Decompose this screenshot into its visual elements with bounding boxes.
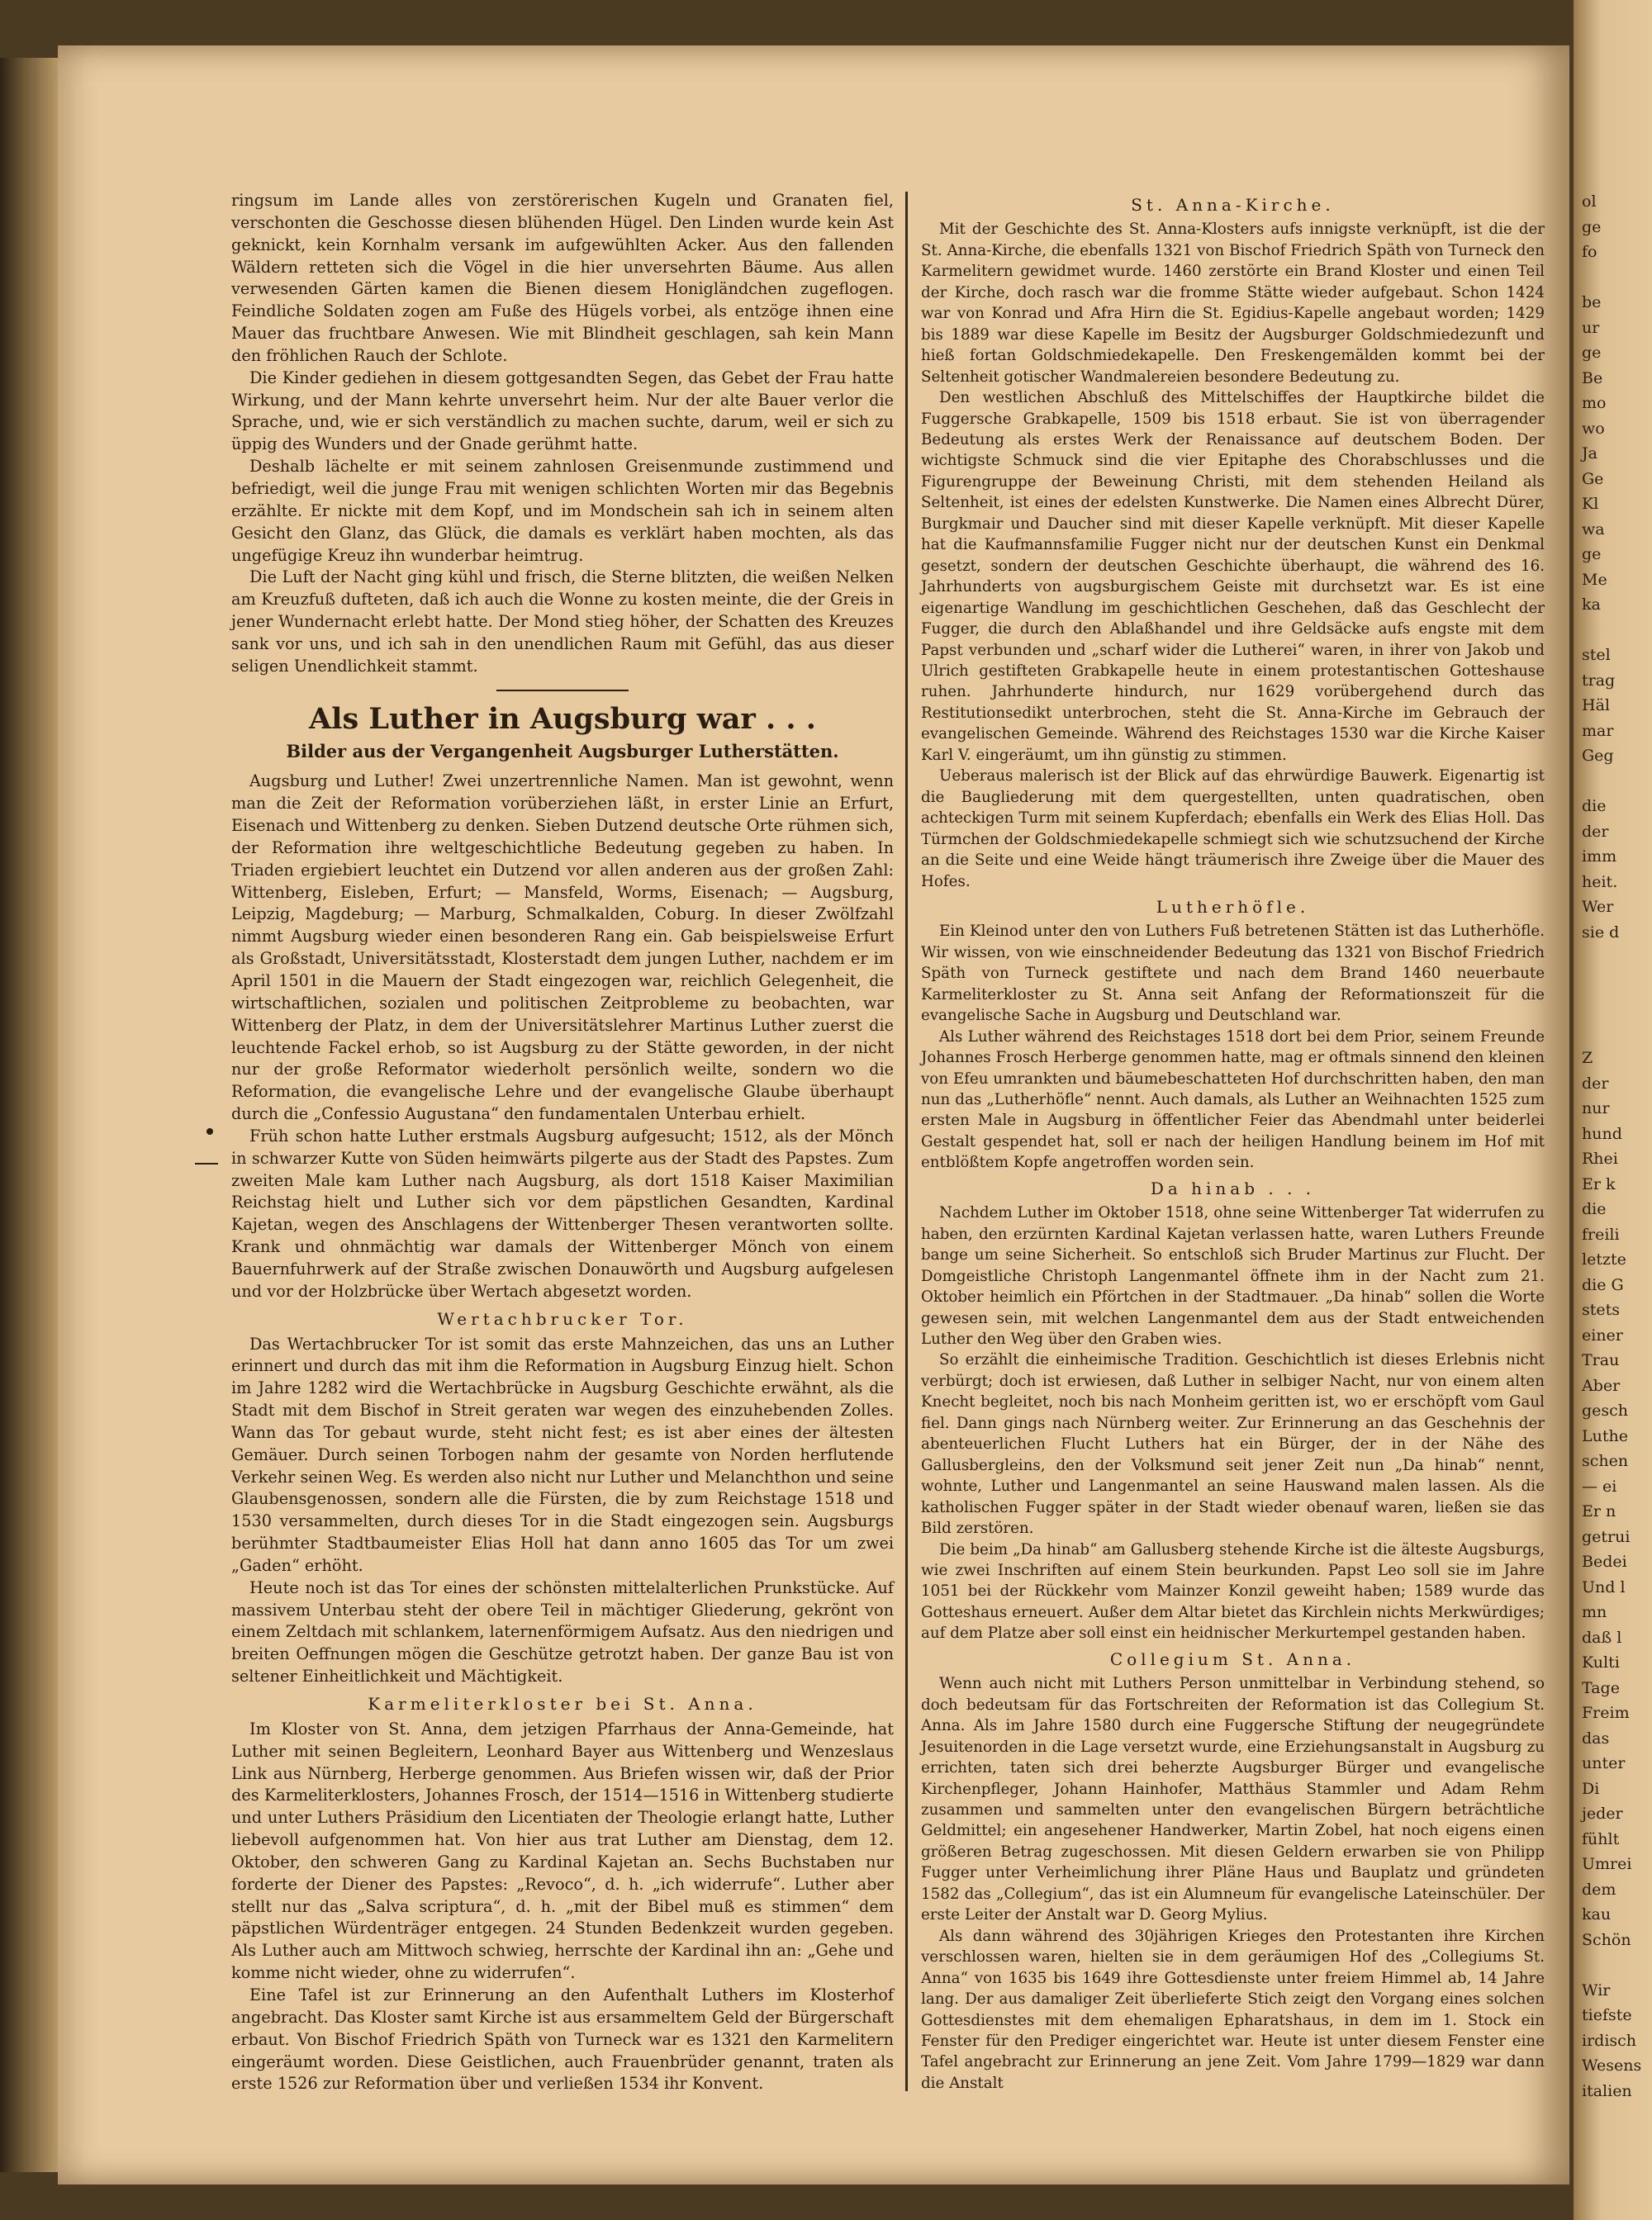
edge-text-fragment: Kl [1582, 495, 1599, 513]
section-heading: Wertachbrucker Tor. [437, 1308, 688, 1329]
edge-text-fragment: der [1582, 1074, 1609, 1093]
edge-text-fragment: dem [1582, 1880, 1616, 1899]
paragraph: Nachdem Luther im Oktober 1518, ohne seine Wittenberger Tat widerrufen zu haben, den erzürnten Kardinal Kajetan verlassen hatte, waren Luthers Freunde bange um seine Sicherheit. So entschloß sich Bruder Martinus zur Flucht. Der Domgeistliche Christoph Langenmantel öffnete ihm in der Nacht zum 21. Oktober heimlich ein Pförtchen in der Stadtmauer. „Da hinab“ sollen die Worte gewesen sein, mit welchen Langenmantel dem aus der Stadt entweichenden Luther den Weg über den Graben wies. [921, 1204, 1545, 1349]
adjacent-page-edge [1574, 0, 1652, 2220]
paragraph: Ein Kleinod unter den von Luthers Fuß betretenen Stätten ist das Lutherhöfle. Wir wissen, von wie einschneidender Bedeutung das 1321 von Bischof Friedrich Späth von Turneck gestiftete und nach dem Brand 1460 neuerbaute Karmeliterkloster zu St. Anna seit Anfang der Reformationszeit für die evangelische Sache in Augsburg und Deutschland war. [921, 923, 1545, 1025]
edge-text-fragment: unter [1582, 1754, 1626, 1772]
section-heading: Da hinab . . . [1150, 1178, 1316, 1198]
edge-text-fragment: trag [1582, 671, 1616, 690]
edge-text-fragment: tiefste [1582, 2006, 1632, 2024]
edge-text-fragment: Bedei [1582, 1553, 1627, 1571]
paragraph: Deshalb lächelte er mit seinem zahnlosen Greisenmunde zustimmend und befriedigt, weil die junge Frau mit wenigen schlichten Worten mir das Begebnis erzählte. Er nickte mit dem Kopf, und im Mondschein sah ich in seinem alten Gesicht den Glanz, das Glück, die damals es verklärt haben mochten, als das ungefügige Kreuz ihn wunderbar heimtrug. [231, 457, 894, 565]
edge-text-fragment: Z [1582, 1049, 1593, 1067]
edge-text-fragment: Be [1582, 368, 1603, 387]
edge-text-fragment: be [1582, 293, 1602, 311]
article-title: Als Luther in Augsburg war . . . [309, 701, 816, 736]
edge-text-fragment: stel [1582, 646, 1611, 664]
paragraph: Mit der Geschichte des St. Anna-Klosters aufs innigste verknüpft, ist die der St. Anna-Kirche, die ebenfalls 1321 von Bischof Friedrich Späth von Turneck den Karmelitern gewidmet wurde. 1460 zerstörte ein Brand Kloster und einen Teil der Kirche, doch rasch war die fromme Stätte wieder aufgebaut. Schon 1424 war von Konrad und Afra Hirn die St. Egidius-Kapelle angebaut worden; 1429 bis 1889 war diese Kapelle im Besitz der Augsburger Goldschmiedezunft und hieß fortan Goldschmiedekapelle. Den Freskengemälden kommt bei der Seltenheit gotischer Wandmalereien besondere Bedeutung zu. [921, 221, 1545, 386]
edge-text-fragment: Häl [1582, 696, 1610, 714]
edge-text-fragment: das [1582, 1729, 1610, 1748]
section-divider-rule [496, 690, 629, 691]
paragraph: Das Wertachbrucker Tor ist somit das erste Mahnzeichen, das uns an Luther erinnert und durch das mit ihm die Reformation in Augsburg Einzug hielt. Schon im Jahre 1282 wird die Wertachbrücke in Augsburg Geschichte erwähnt, als die Stadt mit dem Bischof in Streit geraten war wegen des einzuhebenden Zolles. Wann das Tor gebaut wurde, steht nicht fest; es ist aber eines der ältesten Gemäuer. Durch seinen Torbogen nahm der gesamte von Norden herflutende Verkehr seinen Weg. Es werden also nicht nur Luther und Melanchthon und seine Glaubensgenossen, sondern alle die Fürsten, die by zum Reichstage 1518 und 1530 versammelten, durch dieses Tor in die Stadt eingezogen sein. Augsburgs berühmter Stadtbaumeister Elias Holl hat dann anno 1605 das Tor um zwei „Gaden“ erhöht. [231, 1334, 894, 1575]
article-subtitle: Bilder aus der Vergangenheit Augsburger Lutherstätten. [286, 740, 839, 761]
edge-text-fragment: hund [1582, 1124, 1622, 1143]
paragraph: Die Luft der Nacht ging kühl und frisch, die Sterne blitzten, die weißen Nelken am Kreuzfuß dufteten, daß ich auch die Wonne zu kosten meinte, die der Greis in jener Wundernacht erlebt hatte. Der Mond stieg höher, der Schatten des Kreuzes sank vor uns, und ich sah in den unendlichen Raum mit Gefühl, das aus dieser seligen Unendlichkeit stammt. [231, 567, 894, 676]
paragraph: Früh schon hatte Luther erstmals Augsburg aufgesucht; 1512, als der Mönch in schwarzer Kutte von Süden heimwärts pilgerte aus der Stadt des Papstes. Zum zweiten Male kam Luther nach Augsburg, als dort 1518 Kaiser Maximilian Reichstag hielt und Luther sich vor dem päpstlichen Gesandten, Kardinal Kajetan, wegen des Anschlagens der Wittenberger Thesen verantworten sollte. Krank und ohnmächtig war damals der Wittenberger Mönch von einem Bauernfuhrwerk auf der Straße zwischen Donauwörth und Augsburg aufgelesen und vor der Holzbrücke über Wertach abgesetzt worden. [231, 1126, 894, 1301]
edge-text-fragment: Und l [1582, 1577, 1626, 1596]
edge-text-fragment: der [1582, 822, 1609, 841]
edge-text-fragment: daß l [1582, 1628, 1622, 1647]
paragraph: Den westlichen Abschluß des Mittelschiffes der Hauptkirche bildet die Fuggersche Grabkapelle, 1509 bis 1518 erbaut. Sie ist von überragender Bedeutung als erstes Werk der Renaissance auf deutschem Boden. Der wichtigste Schmuck sind die vier Epitaphe des Chorabschlusses und die Figurengruppe der Beweinung Christi, mit dem stehenden Heiland als Seltenheit, ist eines der edelsten Kunstwerke. Die Namen eines Albrecht Dürer, Burgkmair und Daucher sind mit dieser Kapelle verknüpft. Mit dieser Kapelle hat die Kaufmannsfamilie Fugger nicht nur der deutschen Kunst ein Denkmal gesetzt, sondern der deutschen Geschichte überhaupt, die während des 16. Jahrhunderts von augsburgischem Geiste mit durchsetzt war. Es ist eine eigenartige Wandlung im geschichtlichen Geschehen, daß das Geschlecht der Fugger, die durch den Ablaßhandel und ihre Geldsäcke aufs engste mit dem Papst verbunden und „scharf wider die Lutherei“ waren, in ihrer von Jakob und Ulrich gestifteten Grabkapelle heute in einem protestantischen Gotteshause ruhen. Jahrhunderte hindurch, nur 1629 vorübergehend durch das Restitutionsedikt unterbrochen, steht die St. Anna-Kirche im Gebrauch der evangelischen Gemeinde. Während des Reichstages 1530 war die Kirche Kaiser Karl V. eingeräumt, um ihn günstig zu stimmen. [921, 389, 1545, 764]
edge-text-fragment: Trau [1582, 1351, 1620, 1369]
edge-text-fragment: imm [1582, 847, 1617, 866]
edge-text-fragment: — ei [1582, 1477, 1617, 1496]
edge-text-fragment: nur [1582, 1099, 1610, 1117]
edge-text-fragment: die [1582, 1200, 1607, 1218]
left-column [231, 190, 894, 2095]
edge-text-fragment: fühlt [1582, 1829, 1620, 1848]
edge-text-fragment: freili [1582, 1225, 1620, 1244]
margin-pencil-mark [195, 1163, 218, 1165]
section-heading: St. Anna-Kirche. [1131, 195, 1335, 215]
edge-text-fragment: Wir [1582, 1980, 1611, 1999]
edge-text-fragment: ka [1582, 595, 1601, 614]
edge-text-fragment: Wer [1582, 898, 1614, 916]
edge-text-fragment: mar [1582, 721, 1614, 740]
edge-text-fragment: Ja [1582, 444, 1597, 462]
edge-text-fragment: ge [1582, 545, 1602, 563]
section-heading: Lutherhöfle. [1156, 896, 1310, 917]
paragraph: Die beim „Da hinab“ am Gallusberg stehende Kirche ist die älteste Augsburgs, wie zwei Inschriften auf einem Stein beurkunden. Papst Leo soll sie im Jahre 1051 bei der Rückkehr vom Mainzer Konzil geweiht haben; 1589 wurde das Gotteshaus erneuert. Außer dem Altar bietet das Kirchlein nichts Merkwürdiges; auf dem Platze aber soll einst ein heidnischer Merkurtempel gestanden haben. [921, 1540, 1545, 1643]
edge-text-fragment: Er k [1582, 1174, 1616, 1193]
edge-text-fragment: schen [1582, 1452, 1629, 1470]
margin-dot-mark [206, 1128, 213, 1135]
edge-text-fragment: Er n [1582, 1502, 1616, 1520]
edge-text-fragment: letzte [1582, 1250, 1626, 1269]
edge-text-fragment: Geg [1582, 747, 1614, 765]
edge-text-fragment: Schön [1582, 1930, 1631, 1949]
edge-text-fragment: ur [1582, 318, 1600, 337]
edge-text-fragment: Ge [1582, 469, 1604, 488]
section-heading: Karmeliterkloster bei St. Anna. [368, 1694, 757, 1714]
edge-text-fragment: die G [1582, 1275, 1624, 1294]
edge-text-fragment: heit. [1582, 872, 1618, 891]
paragraph: Als Luther während des Reichstages 1518 dort bei dem Prior, seinem Freunde Johannes Frosch Herberge genommen hatte, mag er oftmals sinnend den kleinen von Efeu umrankten und bäumebeschatteten Hof durchschritten haben, den man nun das „Lutherhöfle“ nennt. Auch damals, als Luther an Weihnachten 1525 zum ersten Male in Augsburg in öffentlicher Feier das Abendmahl unter beiderlei Gestalt gespendet hat, soll er nach der heiligen Handlung beinem im Hof mit entblößtem Kopfe angetroffen worden sein. [921, 1027, 1545, 1172]
edge-text-fragment: Kulti [1582, 1653, 1620, 1672]
edge-text-fragment: wo [1582, 419, 1605, 438]
edge-text-fragment: Wesens [1582, 2056, 1642, 2075]
edge-text-fragment: irdisch [1582, 2031, 1637, 2050]
edge-text-fragment: Rhei [1582, 1150, 1618, 1168]
edge-text-fragment: Luthe [1582, 1426, 1628, 1445]
paragraph: Als dann während des 30jährigen Krieges den Protestanten ihre Kirchen verschlossen waren, hielten sie in dem geräumigen Hof des „Collegiums St. Anna“ von 1635 bis 1649 ihre Gottesdienste unter freiem Himmel ab, 14 Jahre lang. Der aus damaliger Zeit überlieferte Stich zeigt den Vorgang eines solchen Gottesdienstes mit dem ehemaligen Epharatshaus, in dem im 1. Stock ein Fenster für den Prediger eingerichtet war. Heute ist unter diesem Fenster eine Tafel angebracht zur Erinnerung an jene Zeit. Vom Jahre 1799—1829 war dann die Anstalt [921, 1927, 1545, 2092]
edge-text-fragment: stets [1582, 1301, 1621, 1319]
edge-text-fragment: Aber [1582, 1376, 1621, 1395]
edge-text-fragment: mn [1582, 1603, 1607, 1621]
edge-text-fragment: ge [1582, 217, 1602, 236]
paragraph: So erzählt die einheimische Tradition. Geschichtlich ist dieses Erlebnis nicht verbürgt; doch ist erwiesen, daß Luther in selbiger Nacht, nur von einem alten Knecht begleitet, noch bis nach Monheim geritten ist, wo er erschöpft vom Gaul fiel. Dann gings nach Nürnberg weiter. Zur Erinnerung an das Geschehnis der abenteuerlichen Flucht Luthers hat ein Bürger, der in der Nähe des Gallusbergleins, den der Volksmund seit jener Zeit nun „Da hinab“ nennt, wohnte, Luther und Langenmantel an seine Hauswand malen lassen. Als die katholischen Fugger später in der Stadt wieder obenauf waren, ließen sie das Bild zerstören. [921, 1351, 1545, 1538]
paragraph: Im Kloster von St. Anna, dem jetzigen Pfarrhaus der Anna-Gemeinde, hat Luther mit seinen Begleitern, Leonhard Bayer aus Wittenberg und Wenzeslaus Link aus Nürnberg, Herberge genommen. Aus Briefen wissen wir, daß der Prior des Karmeliterklosters, Johannes Frosch, der 1514—1516 in Wittenberg studierte und unter Luthers Präsidium den Licentiaten der Theologie erlangt hatte, Luther liebevoll aufgenommen hat. Von hier aus trat Luther am Dienstag, dem 12. Oktober, den schweren Gang zu Kardinal Kajetan an. Sechs Buchstaben nur forderte der Diener des Papstes: „Revoco“, d. h. „ich widerrufe“. Luther aber stellt nur das „Salva scriptura“, d. h. „mit der Bibel muß es stimmen“ dem päpstlichen Würdenträger entgegen. 24 Stunden Bedenkzeit wurden gegeben. Als Luther auch am Mittwoch schwieg, herrschte der Kardinal ihn an: „Gehe und komme nicht wieder, ohne zu widerrufen“. [231, 1719, 894, 1983]
paragraph: Wenn auch nicht mit Luthers Person unmittelbar in Verbindung stehend, so doch bedeutsam für das Fortschreiten der Reformation ist das Collegium St. Anna. Als im Jahre 1580 durch eine Fuggersche Stiftung der neugegründete Jesuitenorden in die Lage versetzt wurde, eine Erziehungsanstalt in Augsburg zu errichten, taten sich drei beherzte Augsburger Bürger und evangelische Kirchenpfleger, Johann Hainhofer, Matthäus Stammler und Adam Rehm zusammen und sammelten unter den evangelischen Bürgern beträchtliche Geldmittel; ein angesehener Handwerker, Martin Zobel, hat noch eigens einen größeren Betrag zugeschossen. Mit diesen Geldern erwarben sie von Philipp Fugger unter Verheimlichung ihrer Pläne Haus und Bauplatz und gründeten 1582 das „Collegium“, das ist ein Alumneum für evangelische Lateinschüler. Der erste Leiter der Anstalt war D. Georg Mylius. [921, 1675, 1545, 1924]
edge-text-fragment: Freim [1582, 1704, 1630, 1722]
edge-text-fragment: jeder [1582, 1805, 1623, 1823]
edge-text-fragment: Di [1582, 1779, 1600, 1798]
book-binding [0, 58, 58, 2172]
right-column [921, 190, 1545, 2094]
edge-text-fragment: mo [1582, 394, 1607, 412]
paragraph: Eine Tafel ist zur Erinnerung an den Aufenthalt Luthers im Klosterhof angebracht. Das Kloster samt Kirche ist aus ersammeltem Geld der Bürgerschaft erbaut. Von Bischof Friedrich Späth von Turneck war es 1321 den Karmelitern eingeräumt worden. Diese Geistlichen, auch Frauenbrüder genannt, traten als erste 1526 zur Reformation über und verließen 1534 ihr Konvent. [231, 1985, 894, 2094]
edge-text-fragment: getrui [1582, 1527, 1631, 1546]
edge-text-fragment: einer [1582, 1326, 1623, 1345]
section-heading: Collegium St. Anna. [1109, 1648, 1356, 1669]
paragraph: Heute noch ist das Tor eines der schönsten mittelalterlichen Prunkstücke. Auf massivem Unterbau steht der obere Teil in mächtiger Gliederung, gekrönt von einem Zeltdach mit schlankem, laternenförmigem Aufsatz. Aus den niedrigen und breiten Oeffnungen mögen die Geschütze getrotzt haben. Der ganze Bau ist von seltener Einheitlichkeit und Mächtigkeit. [231, 1577, 894, 1686]
paragraph: ringsum im Lande alles von zerstörerischen Kugeln und Granaten fiel, verschonten die Geschosse diesen blühenden Hügel. Den Linden wurde kein Ast geknickt, kein Kornhalm versank im aufgewühlten Acker. Aus den fallenden Wäldern retteten sich die Vögel in die hier unversehrten Bäume. Aus allen verwesenden Gärten kamen die Bienen diesem Honigländchen zugeflogen. Feindliche Soldaten zogen am Fuße des Hügels vorbei, als entzöge ihnen eine Mauer das fruchtbare Anwesen. Wie mit Blindheit geschlagen, sah kein Mann den fröhlichen Rauch der Schlote. [231, 191, 894, 365]
edge-text-fragment: sie d [1582, 923, 1620, 942]
paragraph: Ueberaus malerisch ist der Blick auf das ehrwürdige Bauwerk. Eigenartig ist die Baugliederung mit dem quergestellten, unten quadratischen, oben achteckigen Turm mit seinem Kupferdach; ebenfalls ein Werk des Elias Holl. Das Türmchen der Goldschmiedekapelle schmiegt sich wie schutzsuchend der Kirche an die Seite und eine Weide hängt träumerisch ihre Zweige über die Mauer des Hofes. [921, 767, 1545, 890]
edge-text-fragment: ol [1582, 192, 1597, 211]
edge-text-fragment: wa [1582, 519, 1605, 538]
column-divider [905, 192, 908, 2091]
edge-text-fragment: die [1582, 797, 1607, 815]
edge-text-fragment: italien [1582, 2081, 1632, 2100]
edge-text-fragment: Umrei [1582, 1855, 1632, 1873]
edge-text-fragment: Me [1582, 570, 1607, 589]
edge-text-fragment: Tage [1582, 1678, 1620, 1697]
edge-text-fragment: fo [1582, 243, 1597, 261]
paragraph: Die Kinder gediehen in diesem gottgesandten Segen, das Gebet der Frau hatte Wirkung, und der Mann kehrte unversehrt heim. Nur der alte Bauer verlor die Sprache, und, wie er sich verständlich zu machen suchte, darum, weil er sich zu üppig des Wunders und der Gnade gerühmt hatte. [231, 368, 894, 454]
edge-text-fragment: kau [1582, 1905, 1612, 1924]
edge-text-fragment: gesch [1582, 1402, 1629, 1420]
edge-text-fragment: ge [1582, 344, 1602, 362]
paragraph: Augsburg und Luther! Zwei unzertrennliche Namen. Man ist gewohnt, wenn man die Zeit der Reformation vorüberziehen läßt, in erster Linie an Erfurt, Eisenach und Wittenberg zu denken. Sieben Dutzend deutsche Orte rühmen sich, der Reformation ihre weltgeschichtliche Bedeutung gegeben zu haben. In Triaden ergiebiert leuchtet ein Dutzend vor allen anderen aus der großen Zahl: Wittenberg, Eisleben, Erfurt; — Mansfeld, Worms, Eisenach; — Augsburg, Leipzig, Magdeburg; — Marburg, Schmalkalden, Coburg. In dieser Zwölfzahl nimmt Augsburg wieder einen besonderen Rang ein. Gab beispielsweise Erfurt als Großstadt, Universitätsstadt, Klosterstadt dem jungen Luther, nachdem er im April 1501 in die Mauern der Stadt eingezogen war, reichlich Gelegenheit, die wirtschaftlichen, sozialen und politischen Zeitprobleme zu beobachten, war Wittenberg der Platz, in dem der Universitätslehrer Martinus Luther zuerst die leuchtende Fackel erhob, so ist Augsburg zu der Stätte geworden, in der nicht nur der große Reformator wiederholt persönlich weilte, sondern wo die Reformation, die evangelische Lehre und der evangelische Glaube überhaupt durch die „Confessio Augustana“ den fundamentalen Unterbau erhielt. [231, 771, 894, 1124]
